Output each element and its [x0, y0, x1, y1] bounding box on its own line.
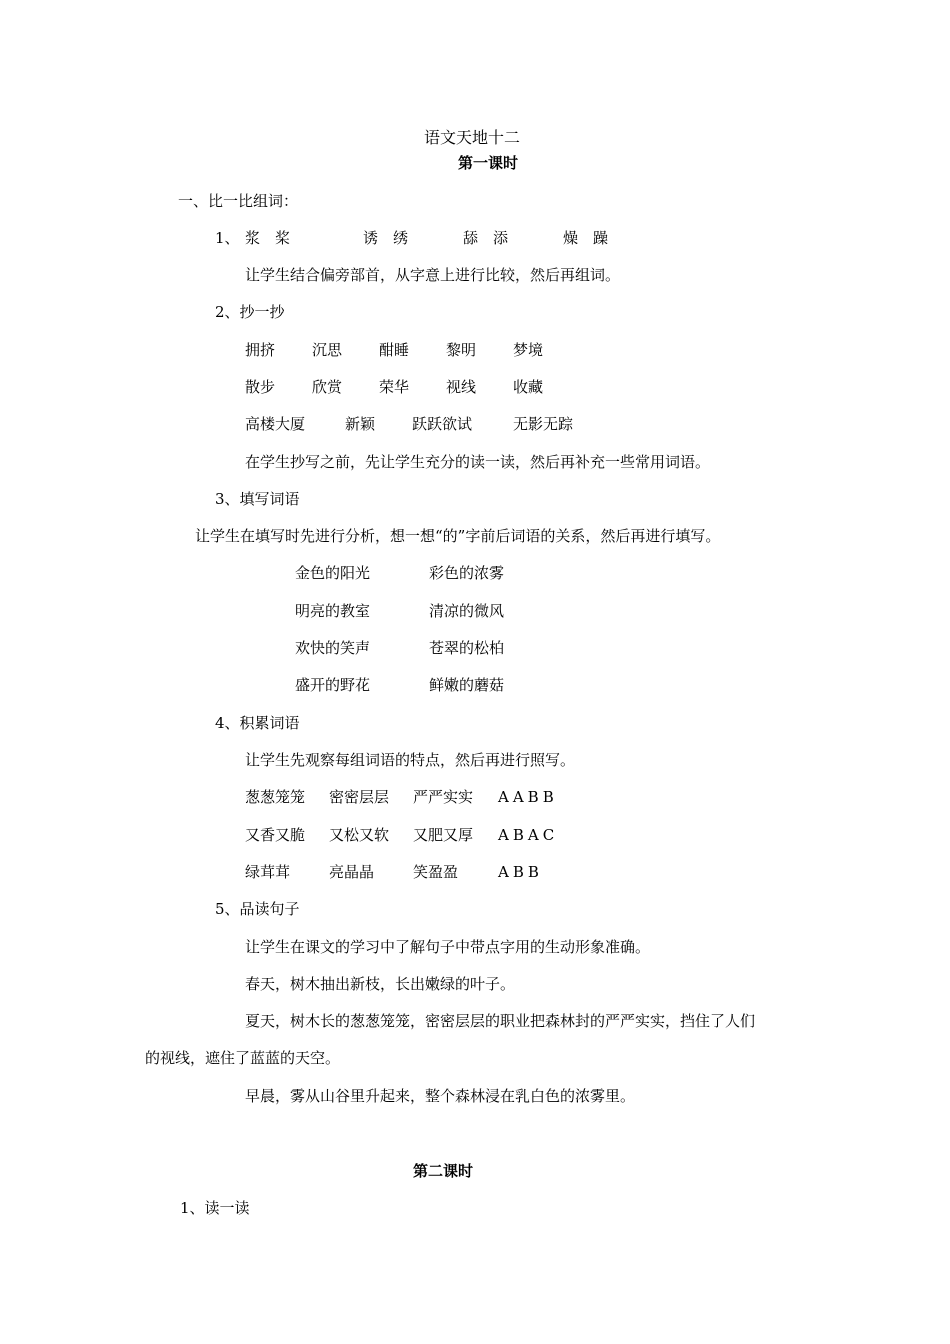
item4-note: 让学生先观察每组词语的特点，然后再进行照写。 — [245, 751, 576, 769]
item2-word: 散步 — [245, 378, 276, 396]
item1-pair: 浆 桨 — [245, 229, 291, 247]
lesson1-heading: 第一课时 — [458, 154, 519, 172]
item3-note: 让学生在填写时先进行分析，想一想“的”字前后词语的关系，然后再进行填写。 — [195, 527, 721, 545]
document-title: 语文天地十二 — [424, 128, 521, 147]
item5-sentence: 春天，树木抽出新枝，长出嫩绿的叶子。 — [245, 975, 516, 993]
item2-word: 沉思 — [312, 341, 343, 359]
item5-note: 让学生在课文的学习中了解句子中带点字用的生动形象准确。 — [245, 938, 651, 956]
item4-word: 绿茸茸 — [245, 863, 291, 881]
item4-word: 葱葱笼笼 — [245, 788, 306, 806]
lesson2-heading: 第二课时 — [413, 1162, 474, 1180]
item1-pair: 舔 添 — [463, 229, 509, 247]
item5-label: 5、品读句子 — [215, 900, 300, 918]
item3-phrase: 清凉的微风 — [429, 602, 505, 620]
item4-pattern: ABB — [498, 863, 543, 881]
item3-phrase: 盛开的野花 — [295, 676, 371, 694]
item2-word: 高楼大厦 — [245, 415, 306, 433]
item2-word: 欣赏 — [312, 378, 343, 396]
item3-phrase: 彩色的浓雾 — [429, 564, 505, 582]
item2-word: 无影无踪 — [513, 415, 574, 433]
item2-word: 拥挤 — [245, 341, 276, 359]
item2-word: 梦境 — [513, 341, 544, 359]
item4-word: 密密层层 — [329, 788, 390, 806]
item2-word: 新颖 — [345, 415, 376, 433]
item3-label: 3、填写词语 — [215, 490, 300, 508]
item5-sentence: 夏天，树木长的葱葱笼笼，密密层层的职业把森林封的严严实实，挡住了人们 — [245, 1012, 756, 1030]
item4-word: 亮晶晶 — [329, 863, 375, 881]
item3-phrase: 金色的阳光 — [295, 564, 371, 582]
item1-pair: 燥 躁 — [563, 229, 609, 247]
item3-phrase: 苍翠的松柏 — [429, 639, 505, 657]
item4-pattern: ABAC — [498, 826, 559, 844]
item4-label: 4、积累词语 — [215, 714, 300, 732]
item2-word: 收藏 — [513, 378, 544, 396]
item4-pattern: AABB — [498, 788, 558, 806]
item4-word: 笑盈盈 — [413, 863, 459, 881]
item3-phrase: 明亮的教室 — [295, 602, 371, 620]
item2-word: 视线 — [446, 378, 477, 396]
item4-word: 又松又软 — [329, 826, 390, 844]
item2-word: 荣华 — [379, 378, 410, 396]
item2-word: 酣睡 — [379, 341, 410, 359]
item1-label: 1、 — [215, 229, 240, 247]
item4-word: 严严实实 — [413, 788, 474, 806]
item2-word: 黎明 — [446, 341, 477, 359]
item2-note: 在学生抄写之前，先让学生充分的读一读，然后再补充一些常用词语。 — [245, 453, 711, 471]
item1-note: 让学生结合偏旁部首，从字意上进行比较，然后再组词。 — [245, 266, 621, 284]
section1-heading: 一、比一比组词： — [178, 192, 299, 210]
item3-phrase: 欢快的笑声 — [295, 639, 371, 657]
item5-sentence-continued: 的视线，遮住了蓝蓝的天空。 — [145, 1049, 341, 1067]
item4-word: 又香又脆 — [245, 826, 306, 844]
item2-label: 2、抄一抄 — [215, 303, 285, 321]
item1-pair: 诱 绣 — [363, 229, 409, 247]
item2-word: 跃跃欲试 — [412, 415, 473, 433]
item5-sentence: 早晨，雾从山谷里升起来，整个森林浸在乳白色的浓雾里。 — [245, 1087, 636, 1105]
item3-phrase: 鲜嫩的蘑菇 — [429, 676, 505, 694]
item4-word: 又肥又厚 — [413, 826, 474, 844]
lesson2-item1: 1、读一读 — [180, 1199, 250, 1217]
